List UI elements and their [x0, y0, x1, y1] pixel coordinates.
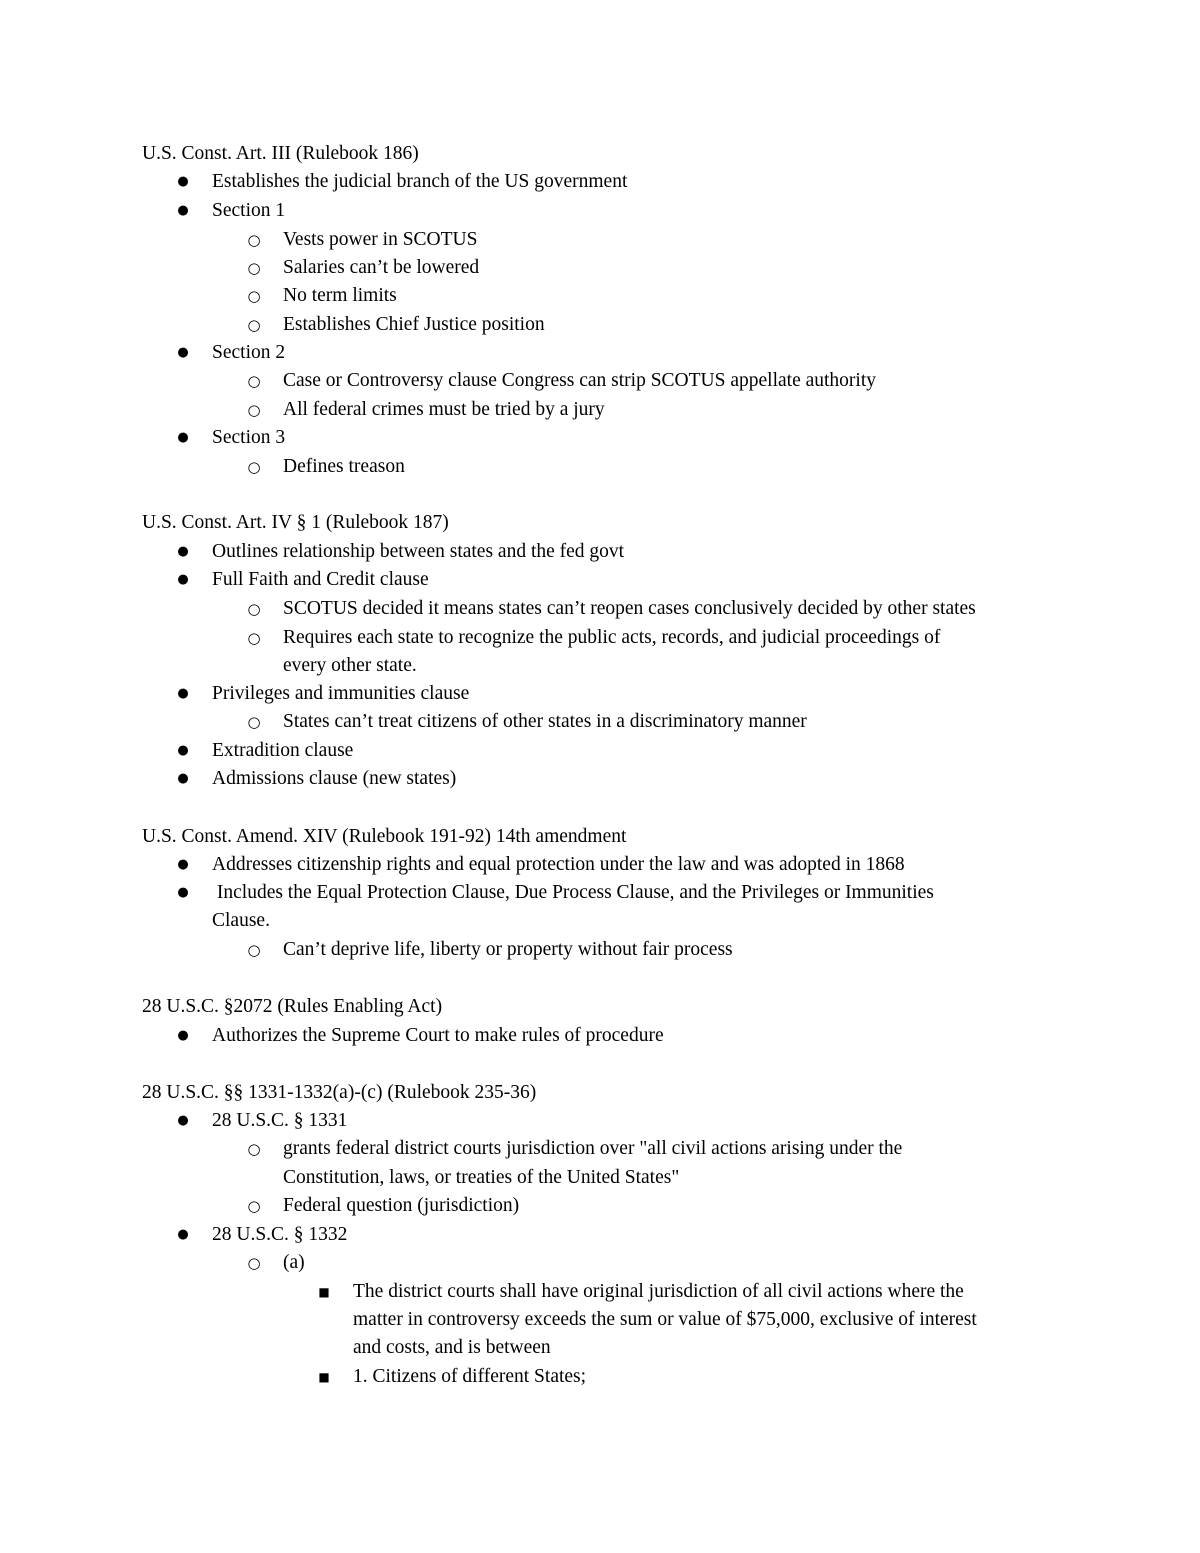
list-item: All federal crimes must be tried by a jury — [283, 399, 605, 420]
bullet-disc — [173, 1221, 193, 1249]
list-item: Section 2 — [212, 342, 286, 363]
bullet-square — [314, 1363, 334, 1391]
list-item-continuation: Clause. — [212, 910, 270, 931]
bullet-disc — [173, 851, 193, 879]
list-item: Defines treason — [283, 456, 405, 477]
bullet-circle — [244, 396, 264, 424]
bullet-disc — [173, 1107, 193, 1135]
bullet-circle — [244, 1135, 264, 1163]
bullet-disc — [173, 197, 193, 225]
bullet-circle — [244, 453, 264, 481]
list-item: States can’t treat citizens of other states in a discriminatory manner — [283, 711, 807, 732]
section-heading: U.S. Const. Art. III (Rulebook 186) — [142, 143, 419, 164]
list-item: The district courts shall have original jurisdiction of all civil actions where the — [353, 1281, 964, 1302]
bullet-disc — [173, 879, 193, 907]
bullet-disc — [173, 765, 193, 793]
list-item-continuation: every other state. — [283, 655, 417, 676]
section-heading: U.S. Const. Amend. XIV (Rulebook 191-92) 14th amendment — [142, 826, 627, 847]
list-item: Federal question (jurisdiction) — [283, 1195, 520, 1216]
bullet-square — [314, 1278, 334, 1306]
list-item: Vests power in SCOTUS — [283, 229, 478, 250]
bullet-circle — [244, 367, 264, 395]
list-item: Includes the Equal Protection Clause, Due Process Clause, and the Privileges or Immunities — [212, 882, 934, 903]
bullet-disc — [173, 737, 193, 765]
list-item: 28 U.S.C. § 1331 — [212, 1110, 348, 1131]
bullet-disc — [173, 680, 193, 708]
bullet-circle — [244, 708, 264, 736]
bullet-disc — [173, 566, 193, 594]
list-item: 28 U.S.C. § 1332 — [212, 1224, 348, 1245]
list-item: Can’t deprive life, liberty or property without fair process — [283, 939, 733, 960]
bullet-disc — [173, 1022, 193, 1050]
list-item: Section 1 — [212, 200, 286, 221]
list-item: Outlines relationship between states and the fed govt — [212, 541, 625, 562]
bullet-circle — [244, 936, 264, 964]
list-item: Salaries can’t be lowered — [283, 257, 480, 278]
list-item: Extradition clause — [212, 740, 354, 761]
bullet-circle — [244, 282, 264, 310]
bullet-disc — [173, 339, 193, 367]
list-item: Full Faith and Credit clause — [212, 569, 429, 590]
bullet-circle — [244, 1249, 264, 1277]
bullet-circle — [244, 595, 264, 623]
list-item: Establishes the judicial branch of the US government — [212, 171, 628, 192]
list-item: Establishes Chief Justice position — [283, 314, 545, 335]
bullet-circle — [244, 311, 264, 339]
list-item: No term limits — [283, 285, 397, 306]
list-item: SCOTUS decided it means states can’t reopen cases conclusively decided by other states — [283, 598, 976, 619]
list-item-continuation: Constitution, laws, or treaties of the United States" — [283, 1167, 680, 1188]
list-item-continuation: matter in controversy exceeds the sum or value of $75,000, exclusive of interest — [353, 1309, 977, 1330]
bullet-disc — [173, 538, 193, 566]
list-item: Addresses citizenship rights and equal protection under the law and was adopted in 1868 — [212, 854, 905, 875]
bullet-circle — [244, 226, 264, 254]
list-item-continuation: and costs, and is between — [353, 1337, 551, 1358]
list-item: Section 3 — [212, 427, 286, 448]
list-item: Requires each state to recognize the public acts, records, and judicial proceedings of — [283, 627, 941, 648]
list-item: Privileges and immunities clause — [212, 683, 470, 704]
section-heading: U.S. Const. Art. IV § 1 (Rulebook 187) — [142, 512, 449, 533]
list-item: grants federal district courts jurisdiction over "all civil actions arising under the — [283, 1138, 903, 1159]
bullet-circle — [244, 624, 264, 652]
list-item: Authorizes the Supreme Court to make rules of procedure — [212, 1025, 664, 1046]
section-heading: 28 U.S.C. §§ 1331-1332(a)-(c) (Rulebook 235-36) — [142, 1082, 537, 1103]
bullet-disc — [173, 424, 193, 452]
bullet-disc — [173, 168, 193, 196]
bullet-circle — [244, 254, 264, 282]
list-item: Case or Controversy clause Congress can strip SCOTUS appellate authority — [283, 370, 877, 391]
bullet-circle — [244, 1192, 264, 1220]
list-item: (a) — [283, 1252, 305, 1273]
list-item: 1. Citizens of different States; — [353, 1366, 587, 1387]
section-heading: 28 U.S.C. §2072 (Rules Enabling Act) — [142, 996, 443, 1017]
list-item: Admissions clause (new states) — [212, 768, 457, 789]
